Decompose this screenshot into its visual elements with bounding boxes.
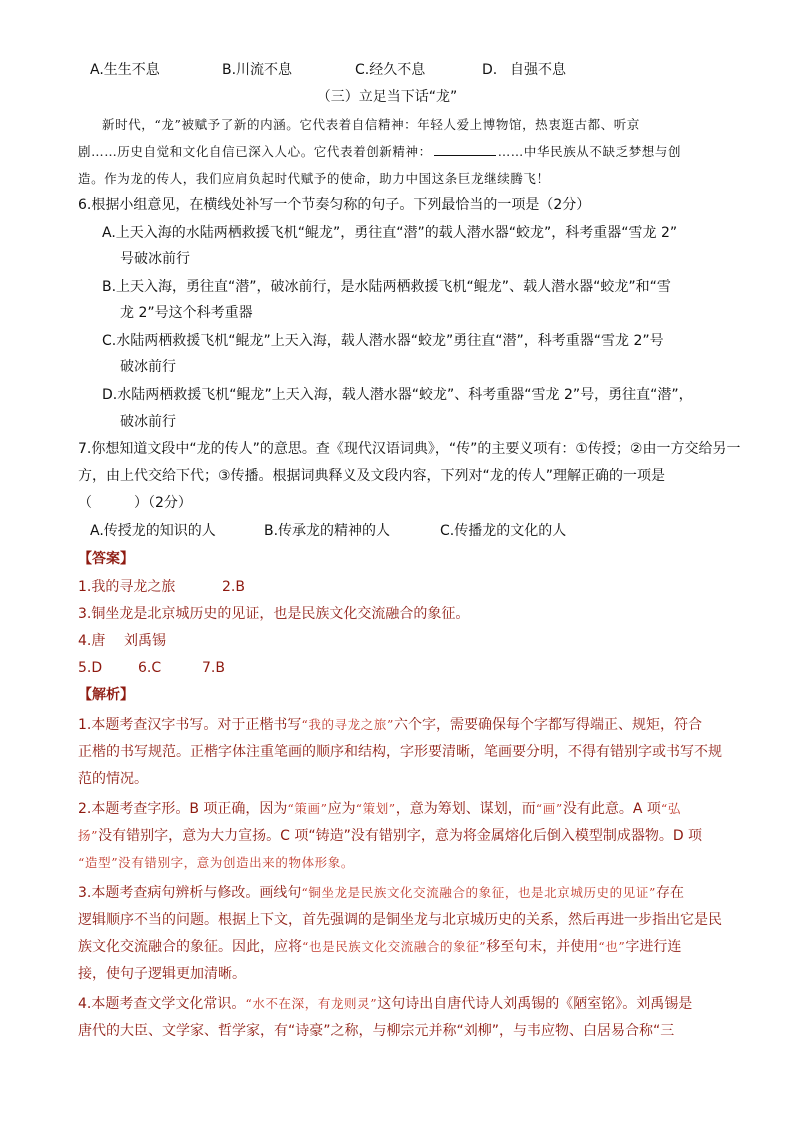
analysis-3-line-1 xyxy=(78,884,684,902)
analysis-quote: “也是民族文化交流融合的象征” xyxy=(302,939,487,954)
analysis-quote: “策画” xyxy=(287,801,328,816)
q7-stem-1: 7.你想知道文段中“龙的传人”的意思。查《现代汉语词典》，“传”的主要义项有：①传授；②由一方交给另一 xyxy=(78,441,741,457)
analysis-1-line-2: 正楷的书写规范。正楷字体注重笔画的顺序和结构，字形要清晰，笔画要分明，不得有错别字或书写不规 xyxy=(78,744,722,760)
answer-4-dynasty: 4.唐 xyxy=(78,633,106,649)
q6-option-c-1: C.水陆两栖救援飞机“鲲龙”上天入海，载人潜水器“蛟龙”勇往直“潜”，科考重器“雪龙 2”号 xyxy=(102,333,664,349)
passage-line-3: 造。作为龙的传人，我们应肩负起时代赋予的使命，助力中国这条巨龙继续腾飞！ xyxy=(78,171,550,186)
q6-option-b-1: B.上天入海，勇往直“潜”，破冰前行，是水陆两栖救援飞机“鲲龙”、载人潜水器“蛟龙”和“雪 xyxy=(102,279,671,295)
q6-option-b-2: 龙 2”号这个科考重器 xyxy=(120,305,253,321)
q7-option-c: C.传播龙的文化的人 xyxy=(440,523,567,539)
analysis-3-line-4: 接，使句子逻辑更加清晰。 xyxy=(78,966,246,982)
analysis-text: 3.本题考查病句辨析与修改。画线句 xyxy=(78,885,302,901)
option-b-prev: B.川流不息 xyxy=(222,62,293,78)
analysis-3-line-2: 逻辑顺序不当的问题。根据上下文，首先强调的是铜坐龙与北京城历史的关系，然后再进一步指出它是民 xyxy=(78,912,722,928)
analysis-text: 1.本题考查汉字书写。对于正楷书写 xyxy=(78,717,302,733)
section-heading xyxy=(0,88,794,106)
analysis-quote: “画” xyxy=(535,801,563,816)
q6-option-d-2: 破冰前行 xyxy=(120,414,176,430)
analysis-text: 应为 xyxy=(327,801,356,817)
analysis-text: ，意为筹划、谋划，而 xyxy=(395,801,536,817)
passage-line-2-text: 剧……历史自觉和文化自信已深入人心。它代表着创新精神： xyxy=(78,144,432,159)
answer-3: 3.铜坐龙是北京城历史的见证，也是民族文化交流融合的象征。 xyxy=(78,606,470,622)
analysis-text: 4.本题考查文学文化常识。 xyxy=(78,996,246,1012)
q6-stem: 6.根据小组意见，在横线处补写一个节奏匀称的句子。下列最恰当的一项是（2分） xyxy=(78,197,591,213)
analysis-quote: “水不在深，有龙则灵” xyxy=(245,996,378,1011)
answer-1: 1.我的寻龙之旅 xyxy=(78,579,176,595)
analysis-text: 2.本题考查字形。B 项正确，因为 xyxy=(78,801,288,817)
q7-stem-2: 方，由上代交给下代；③传播。根据词典释义及文段内容，下列对“龙的传人”理解正确的一项是 xyxy=(78,468,666,484)
analysis-quote: “也” xyxy=(598,939,626,954)
analysis-1-line-3: 范的情况。 xyxy=(78,771,148,787)
analysis-quote: “策划” xyxy=(355,801,396,816)
analysis-4-line-2: 唐代的大臣、文学家、哲学家，有“诗豪”之称，与柳宗元并称“刘柳”，与韦应物、白居易合称“三 xyxy=(78,1023,675,1039)
q7-option-b: B.传承龙的精神的人 xyxy=(264,523,391,539)
answer-4-name: 刘禹锡 xyxy=(124,633,166,649)
analysis-text: 没有此意。A 项 xyxy=(562,801,661,817)
fill-blank xyxy=(434,143,496,156)
analysis-quote: “弘 xyxy=(660,801,682,816)
answer-5: 5.D xyxy=(78,660,103,676)
q6-option-c-2: 破冰前行 xyxy=(120,359,176,375)
analysis-1-line-1 xyxy=(78,716,702,734)
analysis-text: 移至句末，并使用 xyxy=(486,939,599,955)
q6-option-a-2: 号破冰前行 xyxy=(120,251,190,267)
passage-line-1: 新时代，“龙”被赋予了新的内涵。它代表着自信精神：年轻人爱上博物馆，热衷逛古都、听京 xyxy=(102,117,640,132)
analysis-text: 存在 xyxy=(655,885,684,901)
section-heading-text: （三）立足当下话“龙” xyxy=(316,89,458,105)
answers-heading: 【答案】 xyxy=(78,551,134,567)
analysis-2-line-2 xyxy=(78,827,702,845)
passage-line-2 xyxy=(78,143,681,161)
option-d-prev-text: 自强不息 xyxy=(510,62,566,78)
analysis-quote: “我的寻龙之旅” xyxy=(301,717,394,732)
passage-line-2-tail: ……中华民族从不缺乏梦想与创 xyxy=(497,144,682,159)
q6-option-a-1: A.上天入海的水陆两栖救援飞机“鲲龙”，勇往直“潜”的载人潜水器“蛟龙”，科考重器“雪龙 2” xyxy=(102,225,678,241)
option-c-prev: C.经久不息 xyxy=(355,62,426,78)
option-d-prev-letter: D. xyxy=(482,62,498,78)
answer-2: 2.B xyxy=(222,579,245,595)
analysis-text: 没有错别字，意为大力宣扬。C 项“铸造”没有错别字，意为将金属熔化后倒入模型制成器物。D 项 xyxy=(98,828,703,844)
q7-stem-3: （ ）（2分） xyxy=(78,495,192,511)
analysis-text: 字进行连 xyxy=(625,939,682,955)
analysis-quote: 扬” xyxy=(78,828,99,843)
answer-7: 7.B xyxy=(202,660,225,676)
option-a-prev: A.生生不息 xyxy=(90,62,160,78)
q7-option-a: A.传授龙的知识的人 xyxy=(90,523,216,539)
analysis-2-line-3: “造型”没有错别字，意为创造出来的物体形象。 xyxy=(78,855,354,870)
analysis-quote: “铜坐龙是民族文化交流融合的象征，也是北京城历史的见证” xyxy=(301,885,656,900)
analysis-text: 六个字，需要确保每个字都写得端正、规矩，符合 xyxy=(393,717,702,733)
analysis-text: 这句诗出自唐代诗人刘禹锡的《陋室铭》。刘禹锡是 xyxy=(377,996,693,1012)
analysis-text: 族文化交流融合的象征。因此，应将 xyxy=(78,939,302,955)
analysis-4-line-1 xyxy=(78,995,692,1013)
analysis-3-line-3 xyxy=(78,938,681,956)
answer-6: 6.C xyxy=(138,660,162,676)
q6-option-d-1: D.水陆两栖救援飞机“鲲龙”上天入海，载人潜水器“蛟龙”、科考重器“雪龙 2”号，勇往直“潜”， xyxy=(102,387,693,403)
analysis-2-line-1 xyxy=(78,800,681,818)
analysis-heading: 【解析】 xyxy=(78,687,134,703)
